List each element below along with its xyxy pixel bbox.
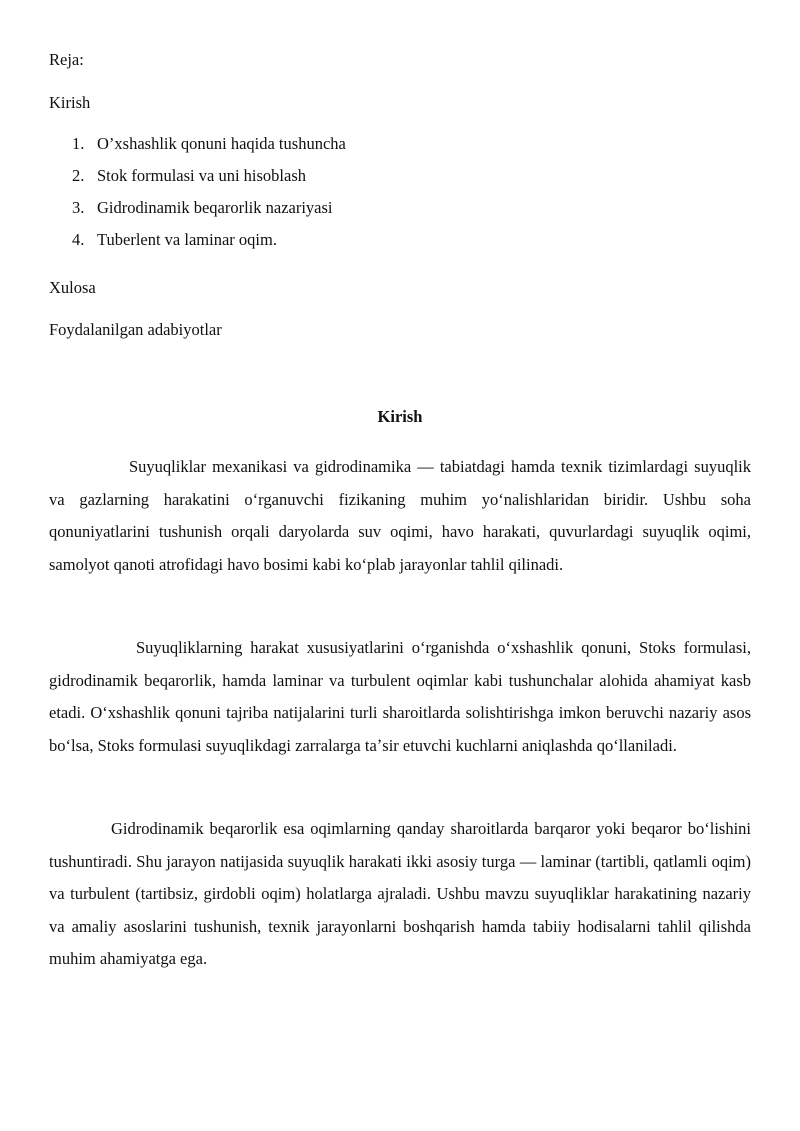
plan-list-item bbox=[72, 134, 346, 166]
plan-intro: Kirish bbox=[49, 93, 91, 112]
plan-item-text: Stok formulasi va uni hisoblash bbox=[97, 166, 306, 185]
body-paragraph: Gidrodinamik beqarorlik esa oqimlarning qanday sharoitlarda barqaror yoki beqaror boʻlishini tushuntiradi. Shu jarayon natijasida suyuqlik harakati ikki asosiy turga — laminar (tartibli, qatlamli oqim) va turbulent (tartibsiz, girdobli oqim) holatlarga ajraladi. Ushbu mavzu suyuqliklar harakatining nazariy va amaliy asoslarini tushunish, texnik jarayonlarni boshqarish hamda tabiiy hodisalarni tahlil qilishda muhim ahamiyatga ega. bbox=[49, 819, 751, 968]
body-paragraph: Suyuqliklar mexanikasi va gidrodinamika — tabiatdagi hamda texnik tizimlardagi suyuqlik va gazlarning harakatini oʻrganuvchi fizikaning muhim yoʻnalishlaridan biridir. Ushbu soha qonuniyatlarini tushunish orqali daryolarda suv oqimi, havo harakati, quvurlardagi suyuqlik oqimi, samolyot qanoti atrofidagi havo bosimi kabi koʻplab jarayonlar tahlil qilinadi. bbox=[49, 457, 751, 574]
plan-references: Foydalanilgan adabiyotlar bbox=[49, 320, 222, 339]
plan-item-number: 1. bbox=[72, 134, 85, 153]
body-paragraph: Suyuqliklarning harakat xususiyatlarini oʻrganishda oʻxshashlik qonuni, Stoks formulasi, gidrodinamik beqarorlik, hamda laminar va turbulent oqimlar kabi tushunchalar alohida ahamiyat kasb etadi. Oʻxshashlik qonuni tajriba natijalarini turli sharoitlarda solishtirishga imkon beruvchi nazariy asos boʻlsa, Stoks formulasi suyuqlikdagi zarralarga taʼsir etuvchi kuchlarni aniqlashda qoʻllaniladi. bbox=[49, 638, 751, 755]
section-heading: Kirish bbox=[377, 407, 423, 426]
plan-list-item bbox=[72, 230, 346, 262]
plan-list bbox=[72, 134, 346, 262]
plan-item-text: Gidrodinamik beqarorlik nazariyasi bbox=[97, 198, 333, 217]
plan-item-number: 3. bbox=[72, 198, 85, 217]
plan-list-item bbox=[72, 198, 346, 230]
plan-item-number: 2. bbox=[72, 166, 85, 185]
plan-title: Reja: bbox=[49, 50, 84, 69]
plan-item-text: O’xshashlik qonuni haqida tushuncha bbox=[97, 134, 346, 153]
plan-list-item bbox=[72, 166, 346, 198]
plan-item-text: Tuberlent va laminar oqim. bbox=[97, 230, 277, 249]
plan-conclusion: Xulosa bbox=[49, 278, 96, 297]
plan-item-number: 4. bbox=[72, 230, 85, 249]
